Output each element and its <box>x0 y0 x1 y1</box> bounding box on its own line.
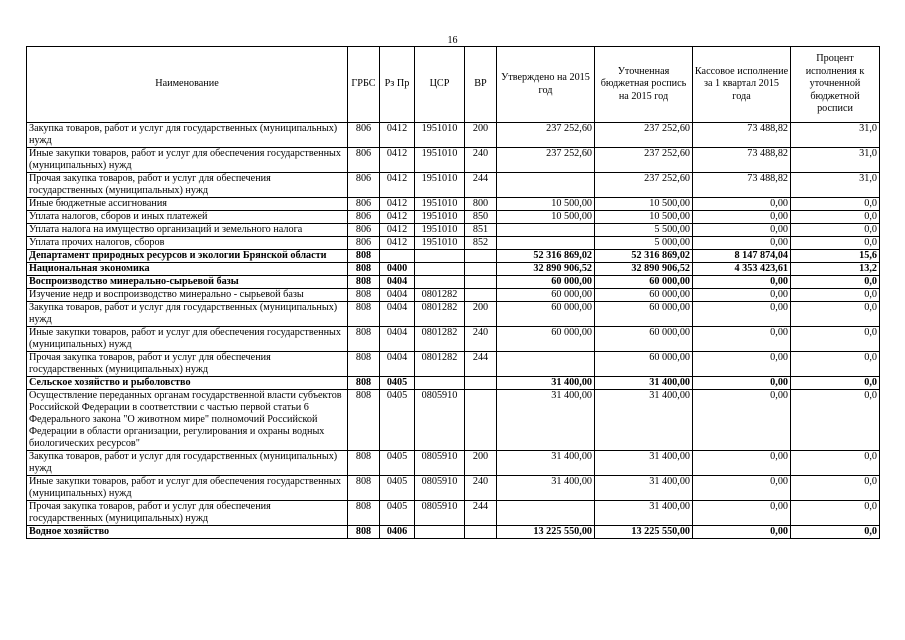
table-row <box>27 224 880 237</box>
cell-cash: 0,00 <box>693 501 791 526</box>
cell-vr: 200 <box>465 302 497 327</box>
cell-grbs: 808 <box>348 250 380 263</box>
cell-percent: 0,0 <box>791 224 880 237</box>
table-row <box>27 302 880 327</box>
table-row <box>27 289 880 302</box>
cell-cash: 0,00 <box>693 526 791 539</box>
cell-csr: 0805910 <box>415 476 465 501</box>
cell-vr: 244 <box>465 352 497 377</box>
header-cash: Кассовое исполнение за 1 квартал 2015 года <box>693 47 791 123</box>
cell-approved: 32 890 906,52 <box>497 263 595 276</box>
cell-percent: 0,0 <box>791 211 880 224</box>
cell-rzpr: 0405 <box>380 476 415 501</box>
cell-percent: 0,0 <box>791 476 880 501</box>
cell-cash: 0,00 <box>693 390 791 451</box>
cell-approved: 60 000,00 <box>497 327 595 352</box>
cell-grbs: 806 <box>348 173 380 198</box>
cell-grbs: 808 <box>348 451 380 476</box>
cell-revised: 60 000,00 <box>595 289 693 302</box>
table-row <box>27 263 880 276</box>
header-percent: Процент исполнения к уточненной бюджетной росписи <box>791 47 880 123</box>
header-name: Наименование <box>27 47 348 123</box>
cell-csr: 1951010 <box>415 198 465 211</box>
cell-csr: 0801282 <box>415 327 465 352</box>
cell-grbs: 806 <box>348 198 380 211</box>
header-csr: ЦСР <box>415 47 465 123</box>
cell-csr: 1951010 <box>415 211 465 224</box>
cell-csr <box>415 377 465 390</box>
cell-rzpr: 0412 <box>380 123 415 148</box>
cell-percent: 0,0 <box>791 198 880 211</box>
cell-vr: 200 <box>465 451 497 476</box>
cell-cash: 0,00 <box>693 352 791 377</box>
cell-grbs: 808 <box>348 352 380 377</box>
table-row <box>27 211 880 224</box>
cell-approved: 237 252,60 <box>497 148 595 173</box>
cell-name: Национальная экономика <box>27 263 348 276</box>
cell-revised: 31 400,00 <box>595 390 693 451</box>
cell-grbs: 806 <box>348 123 380 148</box>
cell-csr: 1951010 <box>415 224 465 237</box>
cell-vr <box>465 250 497 263</box>
cell-approved <box>497 224 595 237</box>
table-row <box>27 390 880 451</box>
cell-revised: 237 252,60 <box>595 123 693 148</box>
page-number: 16 <box>447 35 458 46</box>
cell-revised: 60 000,00 <box>595 352 693 377</box>
cell-approved <box>497 173 595 198</box>
cell-approved: 10 500,00 <box>497 211 595 224</box>
cell-revised: 31 400,00 <box>595 501 693 526</box>
cell-rzpr: 0412 <box>380 211 415 224</box>
cell-grbs: 808 <box>348 377 380 390</box>
cell-percent: 0,0 <box>791 377 880 390</box>
table-header <box>27 47 880 123</box>
cell-grbs: 808 <box>348 276 380 289</box>
cell-csr: 0801282 <box>415 352 465 377</box>
cell-approved: 60 000,00 <box>497 302 595 327</box>
cell-percent: 0,0 <box>791 289 880 302</box>
cell-csr: 0801282 <box>415 302 465 327</box>
cell-vr: 244 <box>465 501 497 526</box>
cell-approved: 10 500,00 <box>497 198 595 211</box>
cell-cash: 0,00 <box>693 198 791 211</box>
cell-revised: 5 000,00 <box>595 237 693 250</box>
cell-vr <box>465 289 497 302</box>
header-vr: ВР <box>465 47 497 123</box>
cell-cash: 0,00 <box>693 224 791 237</box>
cell-grbs: 808 <box>348 526 380 539</box>
cell-vr <box>465 526 497 539</box>
cell-approved: 52 316 869,02 <box>497 250 595 263</box>
cell-csr <box>415 276 465 289</box>
cell-approved: 237 252,60 <box>497 123 595 148</box>
table-row <box>27 198 880 211</box>
cell-cash: 0,00 <box>693 377 791 390</box>
cell-vr: 200 <box>465 123 497 148</box>
cell-name: Иные закупки товаров, работ и услуг для обеспечения государственных (муниципальных) нужд <box>27 327 348 352</box>
cell-grbs: 808 <box>348 390 380 451</box>
cell-rzpr: 0406 <box>380 526 415 539</box>
table-row <box>27 476 880 501</box>
cell-rzpr: 0412 <box>380 173 415 198</box>
cell-revised: 52 316 869,02 <box>595 250 693 263</box>
cell-revised: 31 400,00 <box>595 451 693 476</box>
cell-cash: 0,00 <box>693 276 791 289</box>
cell-percent: 31,0 <box>791 173 880 198</box>
cell-cash: 4 353 423,61 <box>693 263 791 276</box>
cell-rzpr: 0405 <box>380 501 415 526</box>
cell-cash: 73 488,82 <box>693 173 791 198</box>
cell-vr: 800 <box>465 198 497 211</box>
cell-vr: 852 <box>465 237 497 250</box>
table-row <box>27 123 880 148</box>
cell-rzpr: 0405 <box>380 451 415 476</box>
cell-cash: 73 488,82 <box>693 123 791 148</box>
cell-revised: 31 400,00 <box>595 377 693 390</box>
cell-percent: 0,0 <box>791 237 880 250</box>
cell-name: Уплата прочих налогов, сборов <box>27 237 348 250</box>
cell-name: Воспроизводство минерально-сырьевой базы <box>27 276 348 289</box>
header-rzpr: Рз Пр <box>380 47 415 123</box>
table-body <box>27 123 880 539</box>
cell-percent: 15,6 <box>791 250 880 263</box>
cell-vr: 850 <box>465 211 497 224</box>
cell-percent: 31,0 <box>791 123 880 148</box>
cell-percent: 0,0 <box>791 451 880 476</box>
cell-rzpr: 0412 <box>380 198 415 211</box>
cell-vr: 240 <box>465 148 497 173</box>
cell-csr: 1951010 <box>415 237 465 250</box>
cell-revised: 5 500,00 <box>595 224 693 237</box>
cell-cash: 0,00 <box>693 476 791 501</box>
cell-revised: 13 225 550,00 <box>595 526 693 539</box>
cell-name: Уплата налогов, сборов и иных платежей <box>27 211 348 224</box>
cell-rzpr: 0404 <box>380 276 415 289</box>
cell-name: Прочая закупка товаров, работ и услуг для обеспечения государственных (муниципальных) нужд <box>27 173 348 198</box>
cell-csr: 0805910 <box>415 451 465 476</box>
cell-revised: 60 000,00 <box>595 302 693 327</box>
table-row <box>27 276 880 289</box>
cell-vr: 851 <box>465 224 497 237</box>
cell-vr: 240 <box>465 327 497 352</box>
cell-vr <box>465 377 497 390</box>
table-row <box>27 377 880 390</box>
cell-csr: 0805910 <box>415 501 465 526</box>
cell-rzpr: 0412 <box>380 237 415 250</box>
cell-grbs: 808 <box>348 327 380 352</box>
cell-name: Изучение недр и воспроизводство минерально - сырьевой базы <box>27 289 348 302</box>
cell-approved <box>497 237 595 250</box>
cell-csr: 1951010 <box>415 148 465 173</box>
cell-rzpr <box>380 250 415 263</box>
cell-rzpr: 0404 <box>380 302 415 327</box>
cell-percent: 0,0 <box>791 352 880 377</box>
cell-percent: 0,0 <box>791 276 880 289</box>
cell-cash: 0,00 <box>693 211 791 224</box>
cell-csr: 1951010 <box>415 173 465 198</box>
cell-percent: 0,0 <box>791 327 880 352</box>
cell-vr: 240 <box>465 476 497 501</box>
table-row <box>27 173 880 198</box>
cell-rzpr: 0404 <box>380 352 415 377</box>
cell-rzpr: 0405 <box>380 377 415 390</box>
cell-vr <box>465 276 497 289</box>
cell-rzpr: 0404 <box>380 289 415 302</box>
cell-rzpr: 0405 <box>380 390 415 451</box>
table-row <box>27 352 880 377</box>
cell-cash: 8 147 874,04 <box>693 250 791 263</box>
table-row <box>27 501 880 526</box>
cell-approved: 31 400,00 <box>497 476 595 501</box>
cell-grbs: 806 <box>348 211 380 224</box>
cell-cash: 0,00 <box>693 451 791 476</box>
header-approved: Утверждено на 2015 год <box>497 47 595 123</box>
cell-cash: 0,00 <box>693 327 791 352</box>
cell-percent: 13,2 <box>791 263 880 276</box>
header-grbs: ГРБС <box>348 47 380 123</box>
cell-name: Закупка товаров, работ и услуг для государственных (муниципальных) нужд <box>27 123 348 148</box>
cell-grbs: 808 <box>348 476 380 501</box>
cell-rzpr: 0404 <box>380 327 415 352</box>
cell-grbs: 808 <box>348 302 380 327</box>
cell-cash: 73 488,82 <box>693 148 791 173</box>
cell-rzpr: 0412 <box>380 224 415 237</box>
cell-name: Водное хозяйство <box>27 526 348 539</box>
cell-approved: 13 225 550,00 <box>497 526 595 539</box>
cell-name: Закупка товаров, работ и услуг для государственных (муниципальных) нужд <box>27 302 348 327</box>
cell-grbs: 806 <box>348 148 380 173</box>
budget-table <box>26 46 880 539</box>
header-revised: Уточненная бюджетная роспись на 2015 год <box>595 47 693 123</box>
cell-csr: 1951010 <box>415 123 465 148</box>
cell-approved: 31 400,00 <box>497 390 595 451</box>
cell-cash: 0,00 <box>693 289 791 302</box>
cell-name: Департамент природных ресурсов и экологии Брянской области <box>27 250 348 263</box>
cell-cash: 0,00 <box>693 237 791 250</box>
cell-csr <box>415 250 465 263</box>
cell-name: Прочая закупка товаров, работ и услуг для обеспечения государственных (муниципальных) нужд <box>27 352 348 377</box>
cell-vr <box>465 263 497 276</box>
cell-revised: 31 400,00 <box>595 476 693 501</box>
cell-name: Сельское хозяйство и рыболовство <box>27 377 348 390</box>
cell-name: Прочая закупка товаров, работ и услуг для обеспечения государственных (муниципальных) нужд <box>27 501 348 526</box>
cell-approved <box>497 501 595 526</box>
cell-revised: 10 500,00 <box>595 211 693 224</box>
cell-revised: 60 000,00 <box>595 327 693 352</box>
cell-name: Иные закупки товаров, работ и услуг для обеспечения государственных (муниципальных) нужд <box>27 148 348 173</box>
cell-cash: 0,00 <box>693 302 791 327</box>
cell-percent: 31,0 <box>791 148 880 173</box>
cell-revised: 10 500,00 <box>595 198 693 211</box>
cell-percent: 0,0 <box>791 501 880 526</box>
cell-grbs: 808 <box>348 501 380 526</box>
cell-csr: 0805910 <box>415 390 465 451</box>
table-row <box>27 451 880 476</box>
cell-approved: 31 400,00 <box>497 377 595 390</box>
table-row <box>27 327 880 352</box>
cell-name: Осуществление переданных органам государственной власти субъектов Российской Федерации в соответствии с частью первой статьи 6 Федерального закона "О животном мире" полномочий Российской Федерации в области организации, регулирования и охраны водных биологических ресурсов" <box>27 390 348 451</box>
table-row <box>27 237 880 250</box>
cell-revised: 237 252,60 <box>595 173 693 198</box>
cell-name: Закупка товаров, работ и услуг для государственных (муниципальных) нужд <box>27 451 348 476</box>
cell-grbs: 806 <box>348 224 380 237</box>
cell-csr: 0801282 <box>415 289 465 302</box>
cell-percent: 0,0 <box>791 302 880 327</box>
cell-csr <box>415 526 465 539</box>
cell-rzpr: 0400 <box>380 263 415 276</box>
table-row <box>27 148 880 173</box>
cell-percent: 0,0 <box>791 526 880 539</box>
cell-vr <box>465 390 497 451</box>
cell-approved: 60 000,00 <box>497 289 595 302</box>
cell-revised: 32 890 906,52 <box>595 263 693 276</box>
cell-percent: 0,0 <box>791 390 880 451</box>
cell-approved: 60 000,00 <box>497 276 595 289</box>
cell-revised: 237 252,60 <box>595 148 693 173</box>
table-row <box>27 250 880 263</box>
cell-name: Иные бюджетные ассигнования <box>27 198 348 211</box>
cell-approved: 31 400,00 <box>497 451 595 476</box>
cell-rzpr: 0412 <box>380 148 415 173</box>
cell-revised: 60 000,00 <box>595 276 693 289</box>
cell-grbs: 808 <box>348 263 380 276</box>
cell-name: Иные закупки товаров, работ и услуг для обеспечения государственных (муниципальных) нужд <box>27 476 348 501</box>
cell-grbs: 808 <box>348 289 380 302</box>
cell-approved <box>497 352 595 377</box>
cell-vr: 244 <box>465 173 497 198</box>
table-row <box>27 526 880 539</box>
cell-name: Уплата налога на имущество организаций и земельного налога <box>27 224 348 237</box>
cell-grbs: 806 <box>348 237 380 250</box>
cell-csr <box>415 263 465 276</box>
